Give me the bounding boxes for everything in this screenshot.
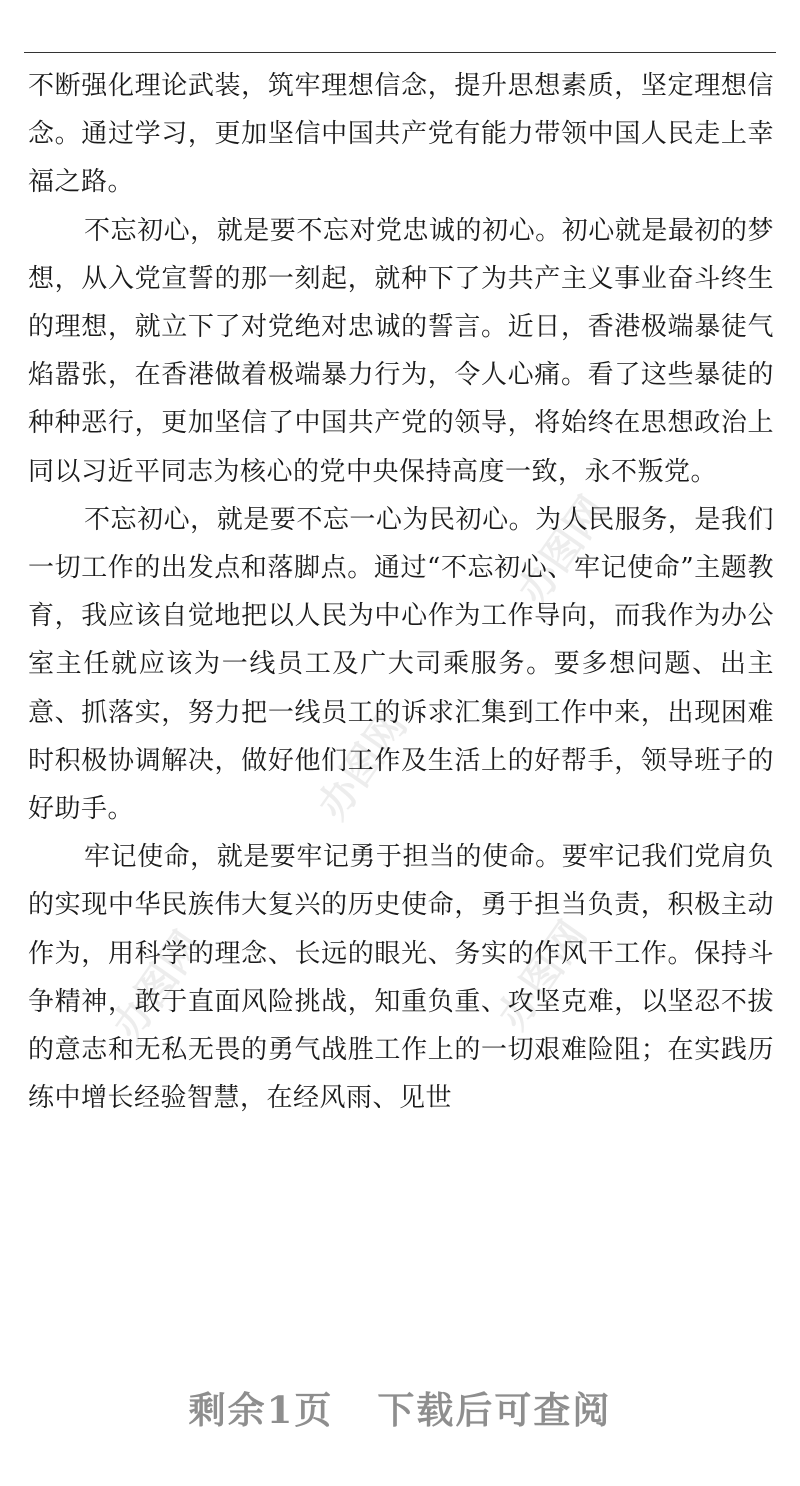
watermark: 办图网 bbox=[104, 923, 212, 1048]
paragraph-1: 不断强化理论武装，筑牢理想信念，提升思想素质，坚定理想信念。通过学习，更加坚信中国共产党有能力带领中国人民走上幸福之路。 bbox=[28, 71, 774, 198]
paragraph-4: 牢记使命，就是要牢记勇于担当的使命。要牢记我们党肩负的实现中华民族伟大复兴的历史使命，勇于担当负责，积极主动作为，用科学的理念、长远的眼光、务实的作风干工作。保持斗争精神，敢于直面风险挑战，知重负重、攻坚克难，以坚忍不拔的意志和无私无畏的勇气战胜工作上的一切艰难险阻；在实践历练中增长经验智慧，在经风雨、见世 bbox=[28, 842, 774, 1114]
download-to-view-label: 下载后可查阅 bbox=[377, 1388, 612, 1432]
download-prompt[interactable] bbox=[0, 1380, 800, 1434]
paragraph-3: 不忘初心，就是要不忘一心为民初心。为人民服务，是我们一切工作的出发点和落脚点。通过“不忘初心、牢记使命”主题教育，我应该自觉地把以人民为中心作为工作导向，而我作为办公室主任就应该为一线员工及广大司乘服务。要多想问题、出主意、抓落实，努力把一线员工的诉求汇集到工作中来，出现困难时积极协调解决，做好他们工作及生活上的好帮手，领导班子的好助手。 bbox=[28, 504, 774, 825]
watermark: 办图网 bbox=[309, 703, 417, 828]
document-body bbox=[28, 62, 774, 1122]
watermark: 办图网 bbox=[489, 913, 597, 1038]
watermark: 办图网 bbox=[509, 488, 617, 613]
paragraph-2: 不忘初心，就是要不忘对党忠诚的初心。初心就是最初的梦想，从入党宣誓的那一刻起，就种下了为共产主义事业奋斗终生的理想，就立下了对党绝对忠诚的誓言。近日，香港极端暴徒气焰嚣张，在香港做着极端暴力行为，令人心痛。看了这些暴徒的种种恶行，更加坚信了中国共产党的领导，将始终在思想政治上同以习近平同志为核心的党中央保持高度一致，永不叛党。 bbox=[28, 215, 774, 487]
remaining-pages-label: 剩余1页 bbox=[188, 1388, 334, 1432]
header-rule bbox=[24, 52, 776, 53]
